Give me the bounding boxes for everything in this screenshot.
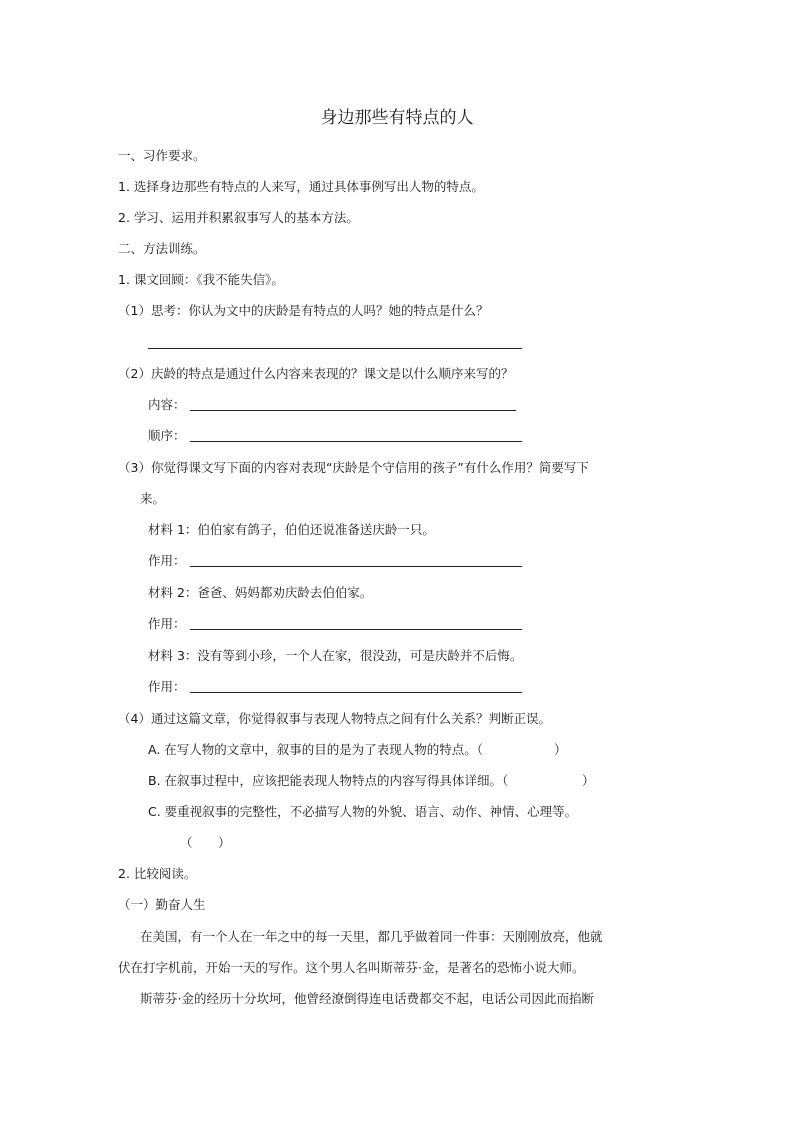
answer-blank-effect-2[interactable] — [190, 629, 522, 630]
requirement-2: 2. 学习、运用并积累叙事写人的基本方法。 — [118, 210, 359, 225]
option-a-close-paren: ） — [554, 742, 567, 757]
question-2: （2）庆龄的特点是通过什么内容来表现的？课文是以什么顺序来写的？ — [118, 366, 514, 381]
material-1: 材料 1：伯伯家有鸽子，伯伯还说准备送庆龄一只。 — [148, 522, 435, 537]
reading-paragraph-1-line-1: 在美国，有一个人在一年之中的每一天里，都几乎做着同一件事：天刚刚放亮，他就 — [140, 929, 603, 944]
reading-heading: 2. 比较阅读。 — [118, 866, 197, 881]
text-review: 1. 课文回顾：《我不能失信》。 — [118, 272, 284, 287]
answer-blank-content[interactable] — [190, 410, 516, 411]
material-2: 材料 2：爸爸、妈妈都劝庆龄去伯伯家。 — [148, 585, 373, 600]
reading-subtitle: （一）勤奋人生 — [118, 897, 206, 912]
option-b-close-paren: ） — [582, 773, 595, 788]
answer-blank-q1[interactable] — [148, 348, 522, 349]
content-label: 内容： — [148, 397, 186, 412]
section1-heading: 一、习作要求。 — [118, 148, 206, 163]
question-4: （4）通过这篇文章，你觉得叙事与表现人物特点之间有什么关系？判断正误。 — [118, 711, 551, 726]
material-3: 材料 3：没有等到小珍，一个人在家，很没劲，可是庆龄并不后悔。 — [148, 648, 523, 663]
page-title: 身边那些有特点的人 — [320, 108, 474, 128]
question-1: （1）思考：你认为文中的庆龄是有特点的人吗？她的特点是什么？ — [118, 303, 489, 318]
option-c-close-paren: ） — [218, 835, 231, 850]
requirement-1: 1. 选择身边那些有特点的人来写，通过具体事例写出人物的特点。 — [118, 179, 484, 194]
question-3: （3）你觉得课文写下面的内容对表现“庆龄是个守信用的孩子”有什么作用？简要写下 — [118, 460, 589, 475]
effect-label-2: 作用： — [148, 616, 186, 631]
option-c-open-paren: （ — [180, 835, 193, 850]
option-a: A. 在写人物的文章中，叙事的目的是为了表现人物的特点。（ — [148, 742, 484, 757]
order-label: 顺序： — [148, 428, 186, 443]
answer-blank-order[interactable] — [190, 441, 522, 442]
effect-label-1: 作用： — [148, 553, 186, 568]
answer-blank-effect-3[interactable] — [190, 692, 522, 693]
effect-label-3: 作用： — [148, 679, 186, 694]
reading-paragraph-1-line-2: 伏在打字机前，开始一天的写作。这个男人名叫斯蒂芬·金，是著名的恐怖小说大师。 — [118, 960, 585, 975]
option-b: B. 在叙事过程中，应该把能表现人物特点的内容写得具体详细。（ — [148, 773, 509, 788]
option-c: C. 要重视叙事的完整性，不必描写人物的外貌、语言、动作、神情、心理等。 — [148, 804, 578, 819]
answer-blank-effect-1[interactable] — [190, 566, 522, 567]
section2-heading: 二、方法训练。 — [118, 241, 206, 256]
reading-paragraph-2-line-1: 斯蒂芬·金的经历十分坎坷，他曾经潦倒得连电话费都交不起，电话公司因此而掐断 — [140, 991, 594, 1006]
question-3-continued: 来。 — [140, 491, 166, 506]
